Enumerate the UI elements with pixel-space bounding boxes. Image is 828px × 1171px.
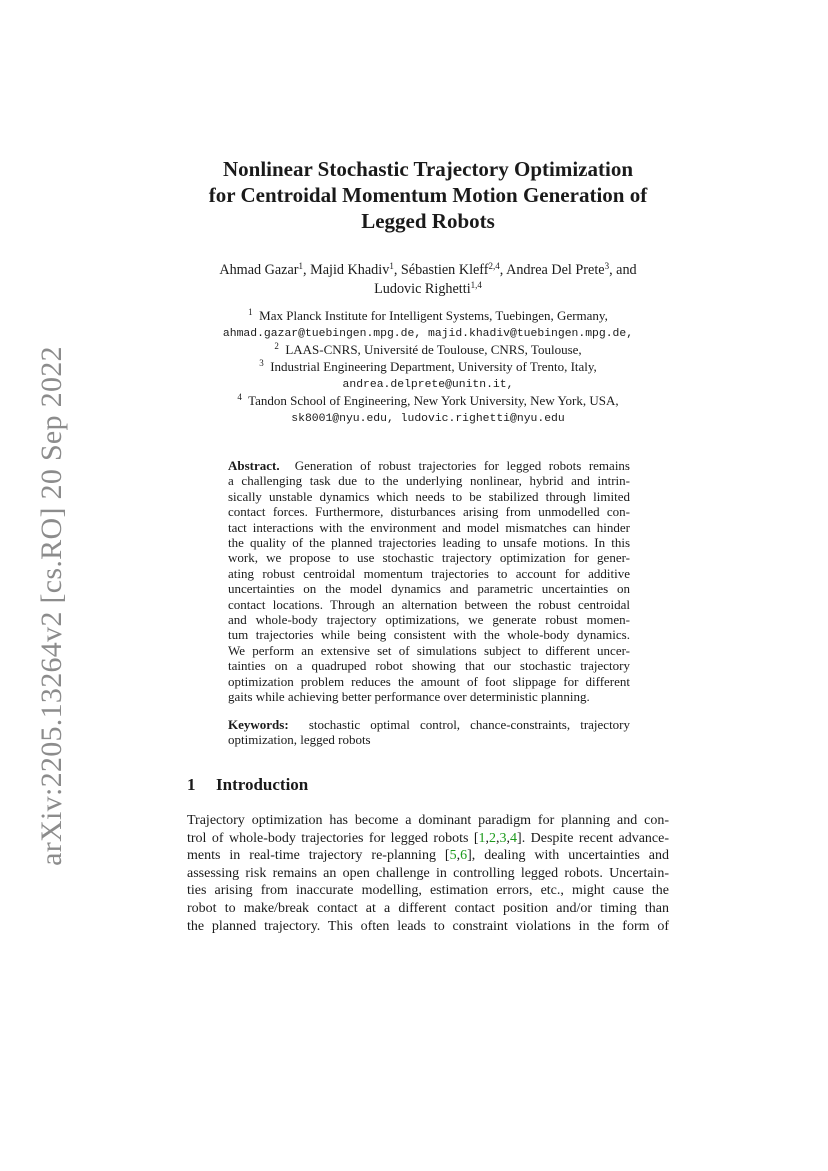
- affiliation-text: Industrial Engineering Department, University of Trento, Italy,: [270, 358, 597, 374]
- affiliation-block: [150, 308, 706, 427]
- section-number: 1: [187, 775, 196, 794]
- abstract-line: contact locations. Through an alternation between the robust centroidal: [228, 596, 630, 612]
- email-address[interactable]: sk8001@nyu.edu, ludovic.righetti@nyu.edu: [291, 413, 565, 426]
- affiliation-number: 4: [237, 392, 242, 403]
- section-heading: [187, 775, 308, 795]
- body-text: ], dealing with uncertainties and: [467, 848, 670, 864]
- author-name: Sébastien Kleff: [400, 262, 489, 278]
- affiliation-line: [150, 359, 706, 375]
- author-name: Andrea Del Prete: [506, 262, 605, 278]
- affiliation-text: Tandon School of Engineering, New York University, New York, USA,: [248, 393, 619, 409]
- abstract-line: a challenging task due to the underlying nonlinear, hybrid and intrin-: [228, 473, 630, 489]
- author-line: [150, 261, 706, 280]
- citation-link[interactable]: 5: [449, 848, 457, 864]
- email-address[interactable]: andrea.delprete@unitn.it,: [342, 378, 514, 391]
- body-line: ties arising from inaccurate modelling, estimation errors, etc., might cause the: [187, 883, 669, 899]
- author-name: Ludovic Righetti: [374, 281, 471, 297]
- abstract-line: the quality of the planned trajectories leading to unsafe motions. In this: [228, 535, 630, 551]
- body-text: ]. Despite recent advance-: [517, 830, 669, 846]
- citation-link[interactable]: 6: [460, 848, 468, 864]
- abstract-line: contact forces. Furthermore, disturbances arising from unmodelled con-: [228, 504, 630, 520]
- author-separator: ,: [393, 262, 401, 278]
- keywords-text: stochastic optimal control, chance-constraints, trajectory: [308, 716, 631, 732]
- abstract-line: work, we propose to use stochastic trajectory optimization for gener-: [228, 550, 630, 566]
- author-separator: ,: [499, 262, 507, 278]
- introduction-text: [187, 812, 669, 935]
- body-line: Trajectory optimization has become a dominant paradigm for planning and con-: [187, 813, 669, 828]
- author-affiliation-mark: 2,4: [488, 261, 500, 271]
- affiliation-text: LAAS-CNRS, Université de Toulouse, CNRS, Toulouse,: [285, 342, 582, 358]
- body-line: the planned trajectory. This often leads to constraint violations in the form of: [187, 918, 669, 934]
- affiliation-line: [150, 342, 706, 358]
- affiliation-line: [150, 308, 706, 324]
- paper-title: [150, 156, 706, 234]
- affiliation-number: 2: [274, 341, 279, 352]
- affiliation-line: [150, 393, 706, 409]
- keywords-line: [228, 717, 630, 732]
- affiliation-number: 3: [259, 357, 264, 368]
- title-line: Nonlinear Stochastic Trajectory Optimization: [222, 157, 634, 181]
- email-address[interactable]: ahmad.gazar@tuebingen.mpg.de, majid.khadiv@tuebingen.mpg.de,: [222, 328, 634, 341]
- affiliation-email-line: [150, 409, 706, 427]
- abstract-line: [228, 458, 630, 473]
- author-affiliation-mark: 1: [389, 261, 394, 271]
- abstract-line: ating robust centroidal momentum trajectories to account for additive: [228, 565, 630, 581]
- abstract-line: and whole-body trajectory optimizations, we generate robust momen-: [228, 612, 630, 628]
- abstract-line: We perform an extensive set of simulations subject to different uncer-: [228, 642, 630, 658]
- body-text: ments in real-time trajectory re-planning [: [187, 848, 450, 864]
- author-affiliation-mark: 1,4: [470, 280, 482, 290]
- keywords: [228, 717, 630, 748]
- body-text: trol of whole-body trajectories for legged robots [: [187, 830, 479, 846]
- citation-link[interactable]: 4: [510, 830, 518, 846]
- abstract-line: tact interactions with the environment and model mismatches can hinder: [228, 519, 630, 535]
- keywords-line: optimization, legged robots: [228, 731, 371, 747]
- abstract-line: tum trajectories while being consistent with the whole-body dynamics.: [228, 627, 630, 643]
- body-line: robot to make/break contact at a different contact position and/or timing than: [187, 900, 669, 916]
- citation-link[interactable]: 3: [499, 830, 507, 846]
- citation-link[interactable]: 2: [489, 830, 497, 846]
- keywords-label: Keywords:: [228, 716, 289, 732]
- author-list: [150, 261, 706, 299]
- abstract-label: Abstract.: [228, 458, 280, 473]
- section-title: Introduction: [216, 775, 309, 794]
- author-affiliation-mark: 3: [604, 261, 610, 271]
- abstract-line: gaits while achieving better performance over deterministic planning.: [228, 689, 590, 705]
- author-name: Ahmad Gazar: [219, 262, 299, 278]
- title-line: for Centroidal Momentum Motion Generation of: [208, 183, 648, 207]
- author-affiliation-mark: 1: [298, 261, 304, 271]
- title-line: Legged Robots: [361, 209, 495, 233]
- affiliation-email-line: [150, 324, 706, 342]
- affiliation-number: 1: [248, 307, 253, 317]
- abstract-line: sically unstable dynamics which needs to be stabilized through limited: [228, 488, 630, 504]
- body-line: trol of whole-body trajectories for legged robots [1,2,3,4]. Despite recent advance-: [187, 830, 669, 846]
- author-separator: , and: [609, 262, 637, 278]
- abstract-text: Generation of robust trajectories for legged robots remains: [294, 458, 630, 473]
- affiliation-email-line: [150, 375, 706, 393]
- affiliation-text: Max Planck Institute for Intelligent Systems, Tuebingen, Germany,: [259, 308, 608, 323]
- abstract-line: tainties on a quadruped robot showing that our stochastic trajectory: [228, 658, 630, 674]
- author-separator: ,: [303, 262, 311, 278]
- author-name: Majid Khadiv: [310, 262, 390, 278]
- abstract-line: uncertainties on the model dynamics and parametric uncertainties on: [228, 581, 630, 597]
- arxiv-identifier-stamp: arXiv:2205.13264v2 [cs.RO] 20 Sep 2022: [35, 346, 68, 866]
- body-line: ments in real-time trajectory re-planning [5,6], dealing with uncertainties and: [187, 848, 670, 864]
- abstract: [228, 458, 630, 747]
- body-line: assessing risk remains an open challenge in controlling legged robots. Uncertain-: [187, 865, 669, 881]
- abstract-line: optimization problem reduces the amount of foot slippage for different: [228, 673, 630, 689]
- author-line: [150, 280, 706, 299]
- citation-link[interactable]: 1: [478, 830, 486, 846]
